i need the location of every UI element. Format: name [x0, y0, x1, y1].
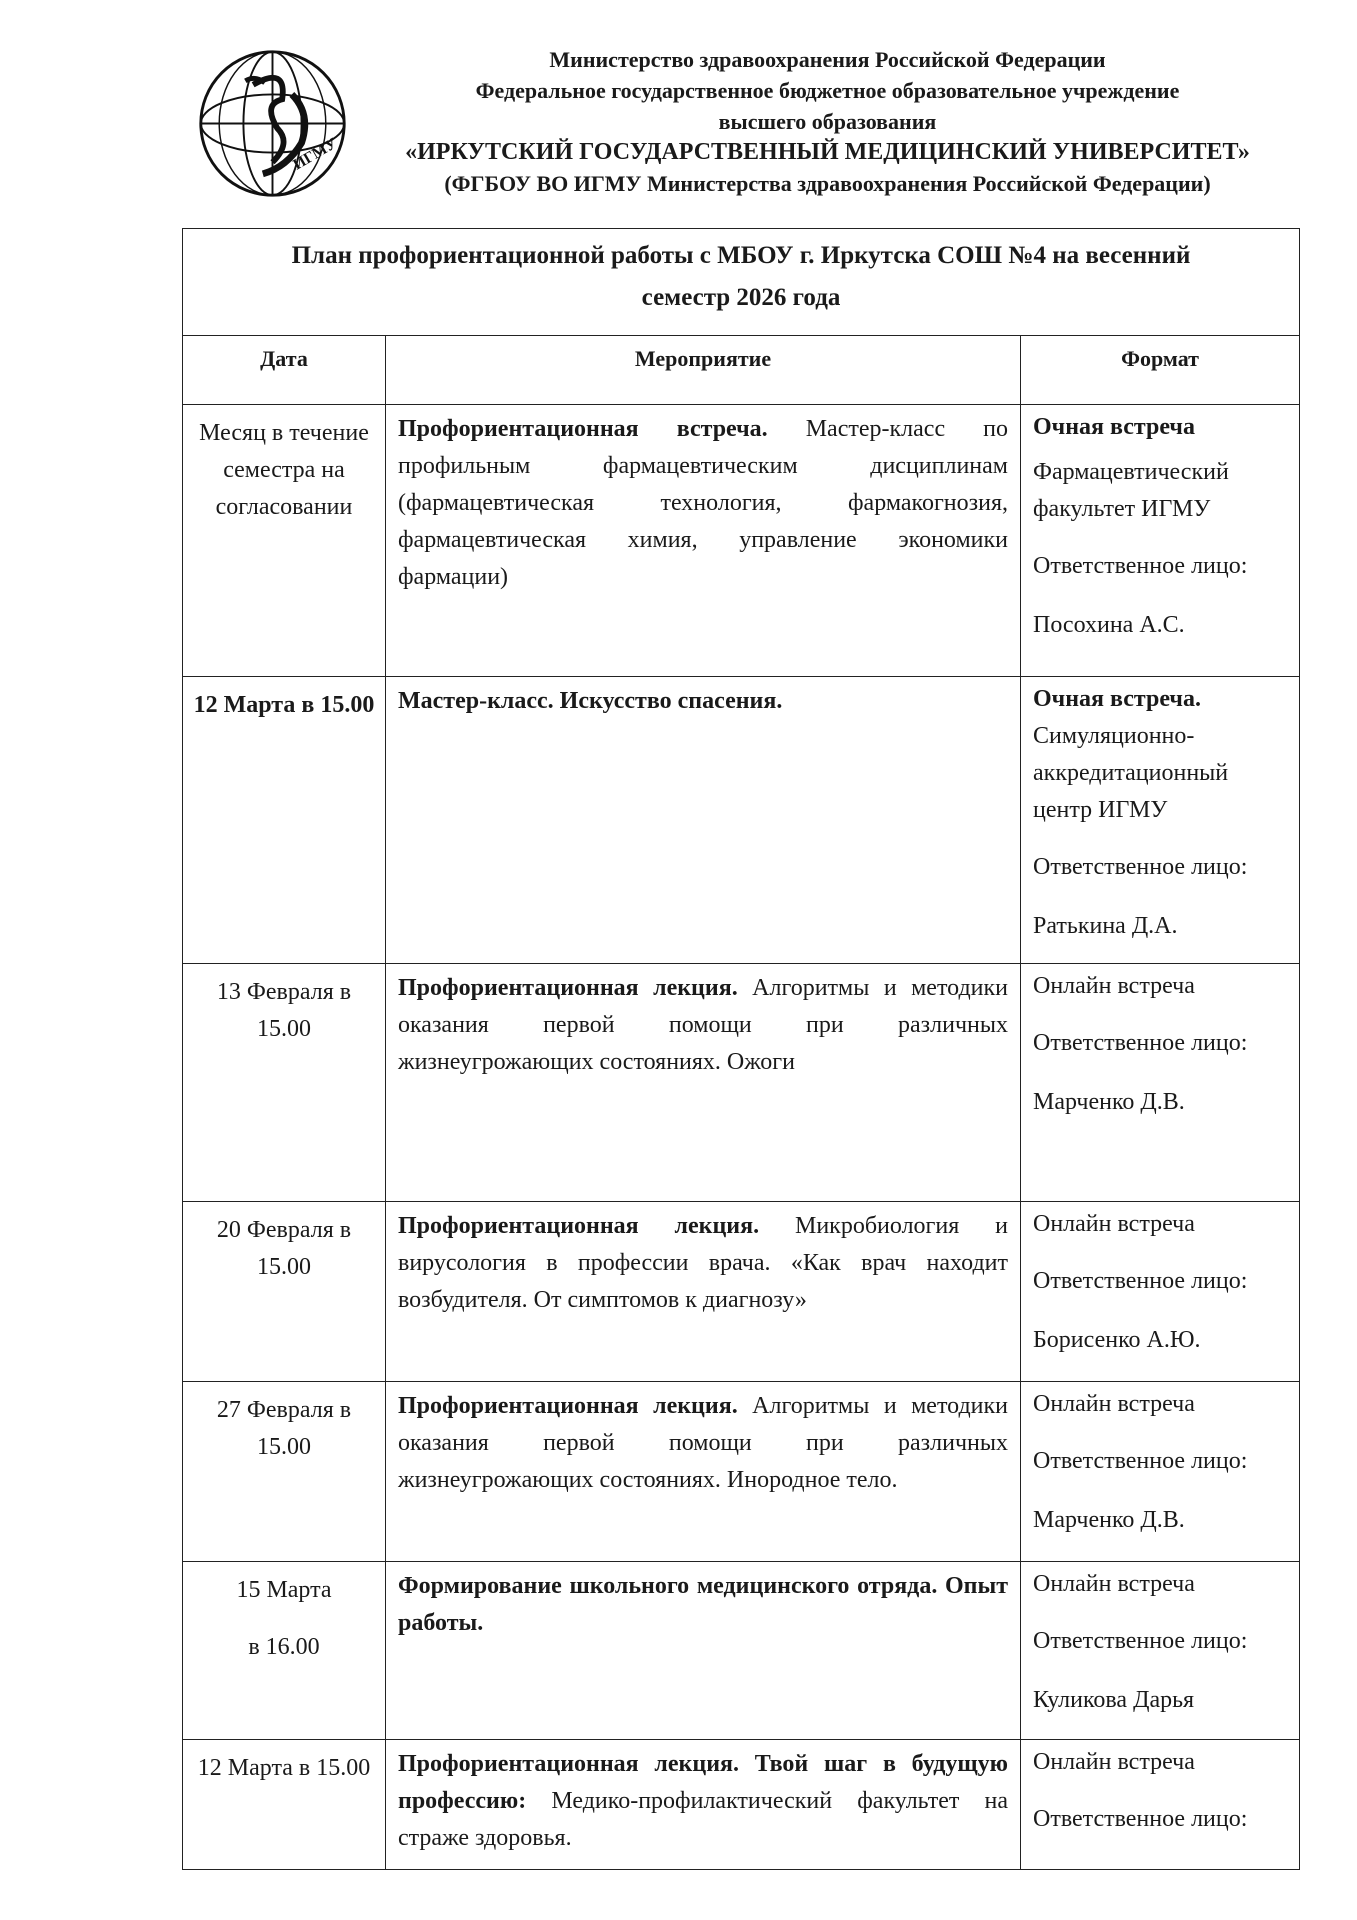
event-cell [386, 964, 1021, 1202]
date-cell: 12 Марта в 15.00 [183, 677, 386, 964]
responsible-label: Ответственное лицо: [1033, 553, 1248, 579]
plan-title-line2: семестр 2026 года [641, 284, 841, 311]
format-place: Фармацевтический факультет ИГМУ [1033, 459, 1229, 522]
responsible-label: Ответственное лицо: [1033, 1268, 1248, 1294]
column-header-row [183, 336, 1300, 405]
date-cell: 20 Февраля в 15.00 [183, 1202, 386, 1382]
event-cell [386, 1740, 1021, 1870]
date-cell: Месяц в течение семестра на согласовании [183, 405, 386, 677]
format-cell [1021, 1202, 1300, 1382]
logo-text: ИГМУ [290, 134, 341, 174]
table-row [183, 1740, 1300, 1870]
event-cell [386, 405, 1021, 677]
responsible-name: Посохина А.С. [1033, 612, 1185, 638]
format-cell [1021, 1562, 1300, 1740]
header-university-name: «ИРКУТСКИЙ ГОСУДАРСТВЕННЫЙ МЕДИЦИНСКИЙ УНИВЕРСИТЕТ» [405, 139, 1250, 165]
event-description: Алгоритмы и методики оказания первой помощи при различных жизнеугрожающих состояниях. Ожоги [398, 975, 1008, 1075]
university-logo-icon [195, 46, 350, 201]
format-type: Онлайн встреча [1033, 1211, 1195, 1237]
event-title: Профориентационная лекция. [398, 1213, 760, 1239]
header-ministry: Министерство здравоохранения Российской Федерации [549, 47, 1106, 72]
date-line-1: 15 Марта [236, 1577, 332, 1603]
responsible-label: Ответственное лицо: [1033, 1628, 1248, 1654]
format-type: Онлайн встреча [1033, 973, 1195, 999]
event-title: Профориентационная лекция. [398, 1393, 738, 1419]
responsible-name: Борисенко А.Ю. [1033, 1327, 1201, 1353]
table-row [183, 1202, 1300, 1382]
column-header-format: Формат [1021, 336, 1300, 405]
event-cell [386, 1562, 1021, 1740]
column-header-date: Дата [183, 336, 386, 405]
table-row [183, 1562, 1300, 1740]
event-description: Мастер-класс по профильным фармацевтическим дисциплинам (фармацевтическая технология, фармакогнозия, фармацевтическая химия, управление экономики фармации) [398, 416, 1008, 590]
format-cell [1021, 677, 1300, 964]
date-line-2: в 16.00 [248, 1634, 320, 1660]
format-type: Очная встреча. [1033, 686, 1201, 712]
date-cell: 12 Марта в 15.00 [183, 1740, 386, 1870]
event-description: Медико-профилактический факультет на страже здоровья. [398, 1788, 1008, 1851]
event-cell [386, 1202, 1021, 1382]
format-cell [1021, 405, 1300, 677]
plan-title-line1: План профориентационной работы с МБОУ г. Иркутска СОШ №4 на весенний [291, 242, 1191, 269]
event-description: Микробиология и вирусология в профессии врача. «Как врач находит возбудителя. От симптомов к диагнозу» [398, 1213, 1008, 1313]
plan-table [182, 228, 1300, 1870]
event-title: Профориентационная лекция. [398, 975, 738, 1001]
table-row [183, 677, 1300, 964]
format-place: Симуляционно-аккредитационный центр ИГМУ [1033, 723, 1229, 823]
format-cell [1021, 964, 1300, 1202]
header-education-level: высшего образования [718, 109, 937, 134]
event-cell [386, 1382, 1021, 1562]
responsible-label: Ответственное лицо: [1033, 1030, 1248, 1056]
event-cell [386, 677, 1021, 964]
event-title: Профориентационная встреча. [398, 416, 768, 442]
format-type: Онлайн встреча [1033, 1391, 1195, 1417]
table-row [183, 964, 1300, 1202]
format-cell [1021, 1740, 1300, 1870]
date-cell: 27 Февраля в 15.00 [183, 1382, 386, 1562]
event-description: Алгоритмы и методики оказания первой помощи при различных жизнеугрожающих состояниях. Инородное тело. [398, 1393, 1008, 1493]
header-institution-type: Федеральное государственное бюджетное образовательное учреждение [475, 78, 1180, 103]
column-header-event: Мероприятие [386, 336, 1021, 405]
plan-title [183, 229, 1300, 336]
event-title: Формирование школьного медицинского отряда. Опыт работы. [398, 1573, 1008, 1636]
responsible-label: Ответственное лицо: [1033, 1806, 1248, 1832]
date-cell: 13 Февраля в 15.00 [183, 964, 386, 1202]
format-type: Онлайн встреча [1033, 1749, 1195, 1775]
document-header [195, 38, 1300, 208]
responsible-name: Куликова Дарья [1033, 1687, 1195, 1713]
responsible-label: Ответственное лицо: [1033, 1448, 1248, 1474]
table-row [183, 405, 1300, 677]
format-type: Онлайн встреча [1033, 1571, 1195, 1597]
event-title: Мастер-класс. Искусство спасения. [398, 688, 783, 714]
responsible-name: Марченко Д.В. [1033, 1089, 1185, 1115]
format-cell [1021, 1382, 1300, 1562]
event-title: Профориентационная лекция. Твой шаг в будущую профессию: [398, 1751, 1008, 1814]
title-row [183, 229, 1300, 336]
header-text-block [355, 44, 1300, 199]
responsible-name: Марченко Д.В. [1033, 1507, 1185, 1533]
header-university-abbr: (ФГБОУ ВО ИГМУ Министерства здравоохранения Российской Федерации) [444, 171, 1211, 196]
date-cell [183, 1562, 386, 1740]
table-row [183, 1382, 1300, 1562]
responsible-label: Ответственное лицо: [1033, 854, 1248, 880]
format-type: Очная встреча [1033, 414, 1195, 440]
responsible-name: Ратькина Д.А. [1033, 913, 1178, 939]
